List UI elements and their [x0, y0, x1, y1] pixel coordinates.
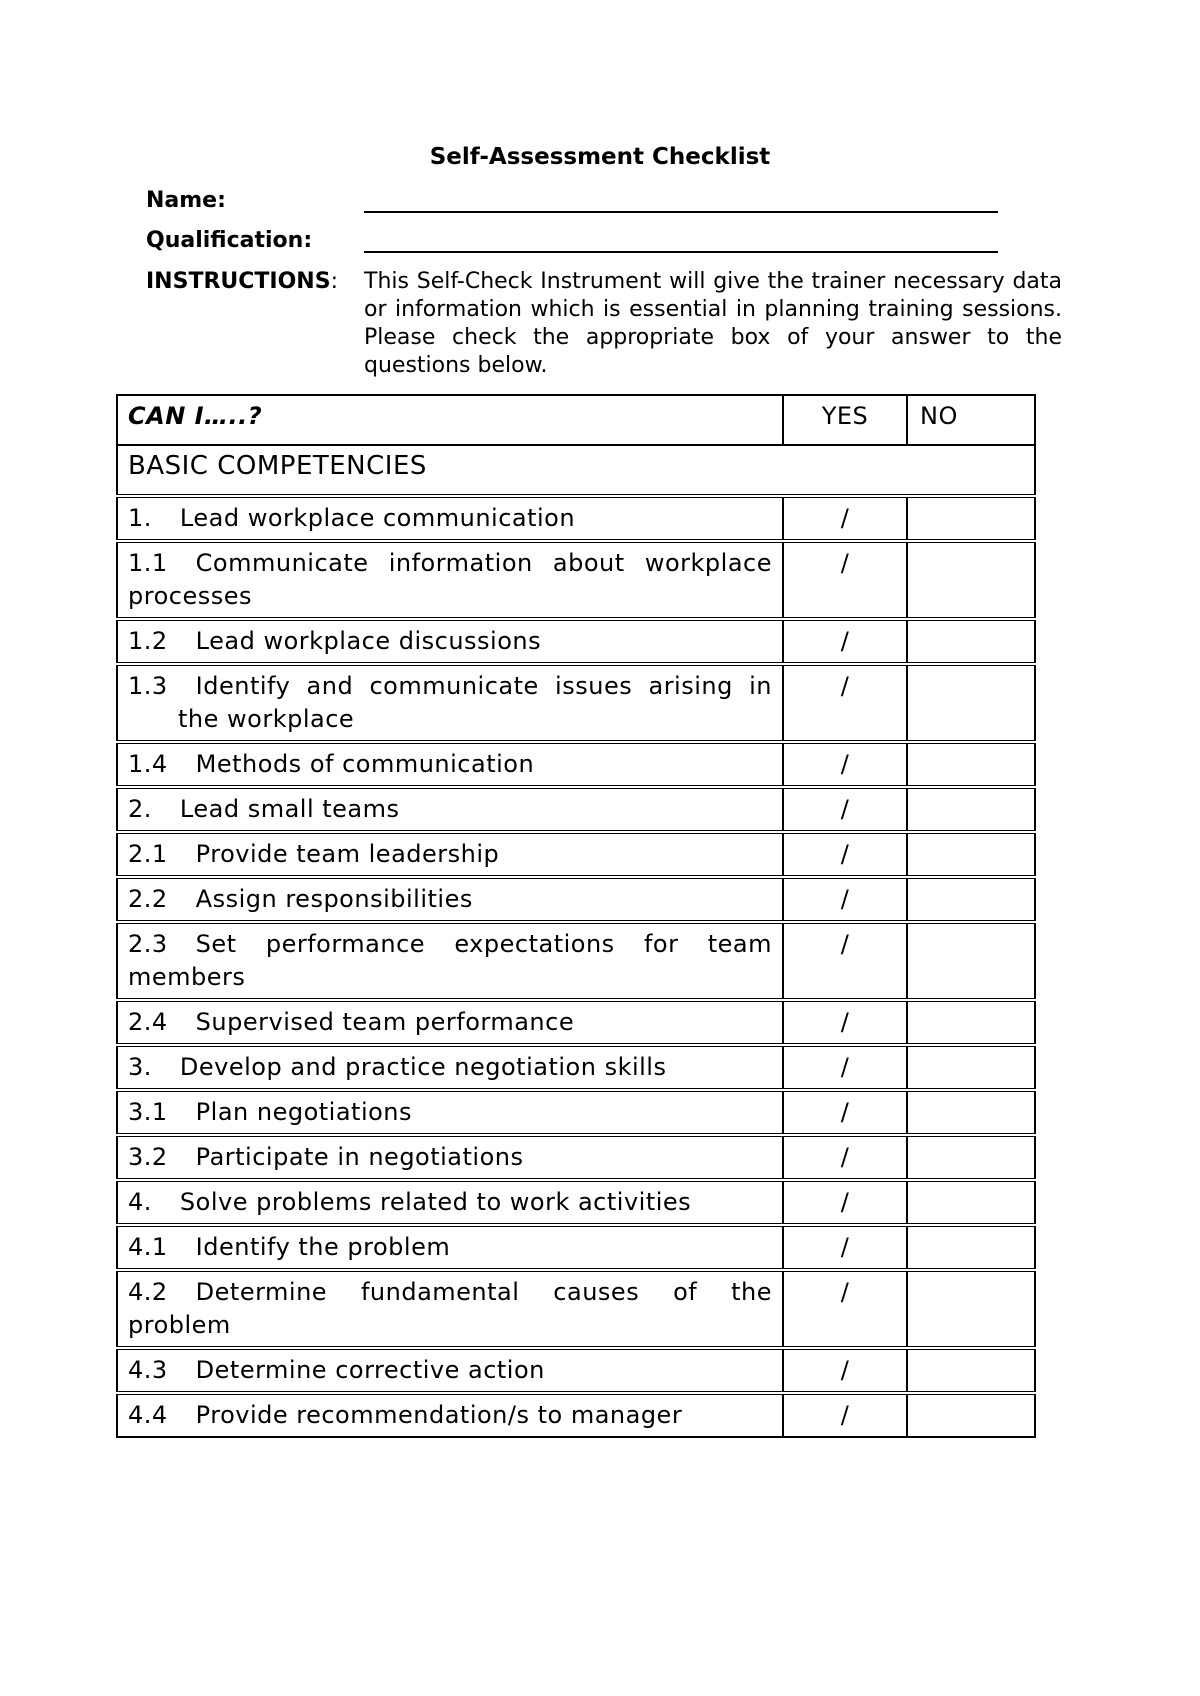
yes-checkbox[interactable]: /: [783, 619, 907, 664]
table-row: [117, 1225, 1035, 1270]
table-row: [117, 742, 1035, 787]
header-question: CAN I…..?: [117, 395, 783, 445]
section-row: [117, 445, 1035, 496]
competency-label: Lead workplace discussions: [195, 627, 542, 655]
no-checkbox[interactable]: [907, 1000, 1035, 1045]
instructions-colon: :: [330, 269, 338, 294]
competency-text: [128, 1098, 412, 1126]
competency-label: Assign responsibilities: [195, 885, 473, 913]
competency-label: Identify and communicate issues arising in the workplace: [178, 672, 772, 733]
competency-cell: [117, 1348, 783, 1393]
competency-number: 4.3: [128, 1356, 168, 1384]
table-row: [117, 1393, 1035, 1437]
competency-label: Determine corrective action: [195, 1356, 545, 1384]
table-row: [117, 922, 1035, 1000]
competency-cell: [117, 1000, 783, 1045]
competency-label: Identify the problem: [195, 1233, 451, 1261]
no-checkbox[interactable]: [907, 1045, 1035, 1090]
competency-number: 2.3: [128, 930, 168, 958]
competency-text: [128, 1143, 524, 1171]
no-checkbox[interactable]: [907, 1135, 1035, 1180]
competency-text: [128, 885, 473, 913]
competency-cell: [117, 877, 783, 922]
yes-checkbox[interactable]: /: [783, 1045, 907, 1090]
competency-label: Provide recommendation/s to manager: [195, 1401, 683, 1429]
competency-text: [128, 1278, 772, 1339]
competency-cell: [117, 664, 783, 742]
instructions-label-wrap: [146, 268, 338, 296]
yes-checkbox[interactable]: /: [783, 1225, 907, 1270]
no-checkbox[interactable]: [907, 1225, 1035, 1270]
competency-label: Participate in negotiations: [195, 1143, 524, 1171]
yes-checkbox[interactable]: /: [783, 742, 907, 787]
competency-cell: [117, 1270, 783, 1348]
section-title: BASIC COMPETENCIES: [117, 445, 1035, 496]
table-header-row: [117, 395, 1035, 445]
yes-checkbox[interactable]: /: [783, 922, 907, 1000]
yes-checkbox[interactable]: /: [783, 787, 907, 832]
competency-cell: [117, 1180, 783, 1225]
no-checkbox[interactable]: [907, 619, 1035, 664]
no-checkbox[interactable]: [907, 922, 1035, 1000]
competency-label: Develop and practice negotiation skills: [179, 1053, 667, 1081]
competency-number: 3.2: [128, 1143, 168, 1171]
table-row: [117, 1045, 1035, 1090]
competency-cell: [117, 1090, 783, 1135]
document-title: Self-Assessment Checklist: [429, 144, 771, 170]
instructions-label: INSTRUCTIONS: [146, 269, 331, 294]
competency-number: 2.4: [128, 1008, 168, 1036]
competency-label: Supervised team performance: [195, 1008, 575, 1036]
competency-text: [128, 1053, 666, 1081]
table-row: [117, 1000, 1035, 1045]
competency-cell: [117, 832, 783, 877]
no-checkbox[interactable]: [907, 541, 1035, 619]
competency-text: [128, 1233, 450, 1261]
table-row: [117, 541, 1035, 619]
competency-number: 4.1: [128, 1233, 168, 1261]
competency-number: 1.: [128, 504, 152, 532]
competency-label: Lead workplace communication: [179, 504, 576, 532]
table-row: [117, 664, 1035, 742]
yes-checkbox[interactable]: /: [783, 1135, 907, 1180]
header-no: NO: [907, 395, 1035, 445]
competency-text: [128, 1356, 545, 1384]
competency-text: [128, 1188, 691, 1216]
table-row: [117, 496, 1035, 541]
competency-text: [128, 504, 575, 532]
no-checkbox[interactable]: [907, 1393, 1035, 1437]
table-row: [117, 787, 1035, 832]
competency-number: 2.: [128, 795, 152, 823]
no-checkbox[interactable]: [907, 1270, 1035, 1348]
yes-checkbox[interactable]: /: [783, 1090, 907, 1135]
qualification-line: [364, 251, 998, 253]
checklist-table: [116, 394, 1036, 1438]
table-row: [117, 1090, 1035, 1135]
yes-checkbox[interactable]: /: [783, 541, 907, 619]
no-checkbox[interactable]: [907, 1348, 1035, 1393]
competency-number: 4.4: [128, 1401, 168, 1429]
competency-label: Solve problems related to work activities: [179, 1188, 692, 1216]
no-checkbox[interactable]: [907, 496, 1035, 541]
competency-cell: [117, 619, 783, 664]
no-checkbox[interactable]: [907, 877, 1035, 922]
competency-label: Determine fundamental causes of the problem: [128, 1278, 772, 1339]
yes-checkbox[interactable]: /: [783, 1393, 907, 1437]
competency-cell: [117, 787, 783, 832]
table-row: [117, 1180, 1035, 1225]
yes-checkbox[interactable]: /: [783, 1270, 907, 1348]
competency-cell: [117, 742, 783, 787]
competency-text: [128, 840, 499, 868]
table-row: [117, 877, 1035, 922]
competency-cell: [117, 1045, 783, 1090]
no-checkbox[interactable]: [907, 832, 1035, 877]
competency-text: [128, 930, 772, 991]
competency-number: 3.: [128, 1053, 152, 1081]
competency-number: 4.: [128, 1188, 152, 1216]
yes-checkbox[interactable]: /: [783, 664, 907, 742]
competency-text: [128, 549, 772, 610]
yes-checkbox[interactable]: /: [783, 1180, 907, 1225]
competency-cell: [117, 496, 783, 541]
competency-number: 1.2: [128, 627, 168, 655]
competency-number: 1.3: [128, 672, 168, 700]
competency-number: 4.2: [128, 1278, 168, 1306]
competency-number: 2.1: [128, 840, 168, 868]
competency-cell: [117, 541, 783, 619]
competency-label: Set performance expectations for team members: [128, 930, 772, 991]
competency-text: [128, 670, 772, 736]
yes-checkbox[interactable]: /: [783, 496, 907, 541]
no-checkbox[interactable]: [907, 664, 1035, 742]
instructions-text: This Self-Check Instrument will give the trainer necessary data or information which is essential in planning training sessions. Please check the appropriate box of your answer to the questions below.: [364, 269, 1062, 378]
no-checkbox[interactable]: [907, 787, 1035, 832]
table-row: [117, 1348, 1035, 1393]
table-row: [117, 619, 1035, 664]
competency-cell: [117, 1225, 783, 1270]
name-label: Name:: [146, 188, 226, 213]
competency-text: [128, 1008, 574, 1036]
no-checkbox[interactable]: [907, 742, 1035, 787]
competency-number: 3.1: [128, 1098, 168, 1126]
competency-label: Communicate information about workplace processes: [128, 549, 772, 610]
competency-label: Plan negotiations: [195, 1098, 413, 1126]
competency-text: [128, 1401, 682, 1429]
competency-text: [128, 795, 400, 823]
name-line: [364, 211, 998, 213]
competency-label: Lead small teams: [179, 795, 400, 823]
yes-checkbox[interactable]: /: [783, 1000, 907, 1045]
yes-checkbox[interactable]: /: [783, 832, 907, 877]
competency-number: 1.1: [128, 549, 168, 577]
table-row: [117, 832, 1035, 877]
competency-cell: [117, 1135, 783, 1180]
competency-text: [128, 627, 541, 655]
yes-checkbox[interactable]: /: [783, 1348, 907, 1393]
competency-label: Methods of communication: [195, 750, 535, 778]
no-checkbox[interactable]: [907, 1180, 1035, 1225]
table-row: [117, 1270, 1035, 1348]
yes-checkbox[interactable]: /: [783, 877, 907, 922]
competency-label: Provide team leadership: [195, 840, 500, 868]
header-yes: YES: [783, 395, 907, 445]
no-checkbox[interactable]: [907, 1090, 1035, 1135]
competency-cell: [117, 1393, 783, 1437]
qualification-label: Qualification:: [146, 228, 313, 253]
competency-number: 1.4: [128, 750, 168, 778]
competency-cell: [117, 922, 783, 1000]
table-row: [117, 1135, 1035, 1180]
competency-number: 2.2: [128, 885, 168, 913]
competency-text: [128, 750, 534, 778]
